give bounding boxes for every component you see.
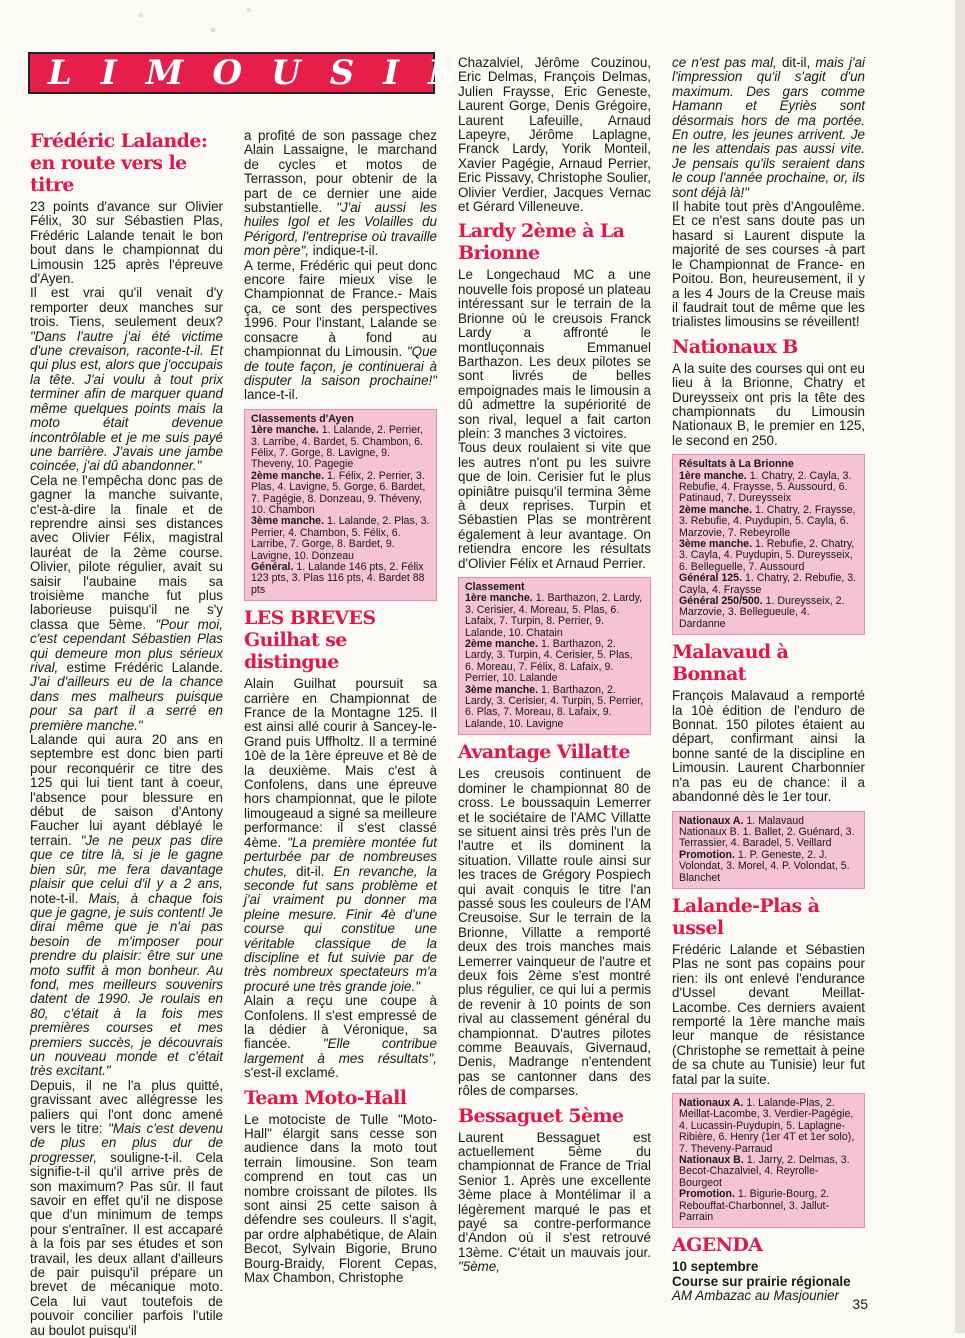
headline-breves: LES BREVES Guilhat se distingue <box>244 607 376 674</box>
results-box-bonnat: Nationaux A. 1. Malavaud Nationaux B. 1. Ballet, 2. Guénard, 3. Terrassier, 4. Baradel, 5. Veillard Promotion. 1. P. Geneste, 2. J. Volondat, 3. Morel, 4. P. Volondat, 5. Blanchet <box>672 811 865 889</box>
paragraph: François Malavaud a remporté la 10è édition de l'enduro de Bonnat. 150 pilotes étaient au départ, confirmant ainsi la bonne santé de la discipline en Limousin. Laurent Charbonnier n'a pas eu de chance: il a abandonné dès le 1er tour. <box>672 688 865 805</box>
results-box-ussel: Nationaux A. 1. Lalande-Plas, 2. Meillat-Lacombe, 3. Verdier-Pagégie, 4. Lucassin-Puydupin, 5. Laplagne-Ribière, 6. Henry (1er 4T et 1er solo), 7. Theveny-Parraud Nationaux B. 1. Jarry, 2. Delmas, 3. Becot-Chazalviel, 4. Reyrolle-Bourgeot Promotion. 1. Bigurie-Bourg, 2. Rebouffat-Charbonnel, 3. Jallut-Parrain <box>672 1093 865 1228</box>
headline-nationaux-b: Nationaux B <box>672 335 798 358</box>
results-box-nationaux-b: Résultats à La Brionne 1ère manche. 1. Chatry, 2. Cayla, 3. Rebufie, 4. Fraysse, 5. Aussourd, 6. Patinaud, 7. Dureysseix 2ème manche. 1. Chatry, 2. Fraysse, 3. Rebufie, 4. Puydupin, 5. Cayla, 6. Marzovie, 7. Rebeyrolle 3ème manche. 1. Rebufie, 2. Chatry, 3. Cayla, 4. Puydupin, 5. Dureysseix, 6. Belleguelle, 7. Aussourd Général 125. 1. Chatry, 2. Rebufie, 3. Cayla, 4. Fraysse Général 250/500. 1. Dureysseix, 2. Marzovie, 3. Bellegueule, 4. Dardanne <box>672 454 865 635</box>
paragraph: Tous deux roulaient si vite que les autres n'ont pu les suivre que de loin. Cerisier fut le plus opiniâtre puisqu'il termina 3ème à deux reprises. Turpin et Sébastien Plas se montrèrent également à leur avantage. On retiendra encore les résultats d'Olivier Félix et Arnaud Perrier. <box>458 440 651 571</box>
page-number: 35 <box>852 1296 868 1312</box>
paragraph: Frédéric Lalande et Sébastien Plas ne sont pas copains pour rien: ils ont enlevé l'endurance d'Ussel devant Meillat-Lacombe. Ces derniers avaient remporté la 1ère manche mais leur manque de résistance (Christophe se remettait à peine de sa chute au Tunisie) leur fut fatal par la suite. <box>672 941 865 1087</box>
agenda-place: AM Ambazac au Masjounier <box>672 1288 839 1304</box>
paragraph: A terme, Frédéric qui peut donc encore faire mieux vise le Championnat de France.- Mais ça, ce sont des perspectives 1996. Pour l'instant, Lalande se consacre à fond au championnat du Limousin. "Que de toute façon, je continuerai à disputer la saison prochaine!" lance-t-il. <box>244 257 437 403</box>
paragraph: 23 points d'avance sur Olivier Félix, 30 sur Sébastien Plas, Frédéric Lalande tenait le bon bout dans le championnat du Limousin 125 après l'épreuve d'Ayen. <box>30 199 223 287</box>
column-3 <box>458 56 651 1275</box>
column-4 <box>672 56 865 1304</box>
paragraph: ce n'est pas mal, dit-il, mais j'ai l'impression qu'il s'agit d'un maximum. Des gars comme Hamann et Eyriès sont désormais hors de ma portée. En outre, les jeunes arrivent. Je ne les attendais pas aussi vite. Je pensais qu'ils seraient dans le coup l'année prochaine, or, ils sont déjà là!" <box>672 55 865 200</box>
column-2 <box>244 129 437 1285</box>
headline-bessaguet: Bessaguet 5ème <box>458 1104 624 1127</box>
results-box-ayen: Classements d'Ayen 1ère manche. 1. Lalande, 2. Perrier, 3. Larribe, 4. Bardet, 5. Chambon, 6. Félix, 7. Gorge, 8. Lavigne, 9. Theveny, 10. Pagegie 2ème manche. 1. Félix, 2. Perrier, 3. Plas, 4. Lavigne, 5. Gorge, 6. Bardet, 7. Pagégie, 8. Donzeau, 9. Théveny, 10. Chambon 3ème manche. 1. Lalande, 2. Plas, 3. Perrier, 4. Chambon, 5. Félix, 6. Larribe, 7. Gorge, 8. Bardet, 9. Lavigne, 10. Donzeau Général. 1. Lalande 146 pts, 2. Félix 123 pts, 3. Plas 116 pts, 4. Bardet 88 pts <box>244 409 437 602</box>
headline-ussel: Lalande-Plas à ussel <box>672 894 820 939</box>
paragraph: Cela ne l'empêcha donc pas de gagner la manche suivante, c'est-à-dire la finale et de reprendre ainsi ses distances avec Olivier Félix, magistral lauréat de la 2ème course. Olivier, pilote régulier, avait su saisir l'aubaine mais sa troisième manche fut plus laborieuse puisqu'il ne s'y classa que 5ème. "Pour moi, c'est cependant Sébastien Plas qui demeure mon plus sérieux rival, estime Frédéric Lalande. J'ai d'ailleurs eu de la chance dans mes malheurs puisque pour sa part il a serré en première manche." <box>30 472 223 733</box>
paragraph: A la suite des courses qui ont eu lieu à la Brionne, Chatry et Dureysseix ont pris la tête des championnats du Limousin Nationaux B, le premier en 125, le second en 250. <box>672 360 865 448</box>
paragraph: Il est vrai qu'il venait d'y remporter deux manches sur trois. Tiens, seulement deux? "Dans l'autre j'ai été victime d'une crevaison, raconte-t-il. Et qui plus est, alors que j'occupais la tête. J'ai voulu à tout prix terminer afin de marquer quand même quelques points mais la moto était devenue incontrôlable et je me suis payé une barrière. J'avais une jambe coincée, j'ai dû abandonner." <box>30 285 223 474</box>
paragraph: Depuis, il ne l'a plus quitté, gravissant avec allégresse les paliers qui l'ont donc amené vers le titre: "Mais c'est devenu de plus en plus dur de progresser, souligne-t-il. Cela signifie-t-il qu'il arrive près de son maximum? Pas sûr. Il faut savoir en effet qu'il ne dispose que d'un minimum de temps pour s'entraîner. Il est accaparé à la fois par ses études et son travail, les deux allant d'ailleurs de pair puisqu'il prépare un brevet de mécanique moto. Cela lui vaut toutefois de pouvoir concilier parfois l'utile au boulot puisqu'il <box>30 1077 223 1338</box>
section-banner <box>28 52 489 94</box>
paragraph: Laurent Bessaguet est actuellement 5ème du championnat de France de Trial Senior 1. Après une excellente 3ème place à Montélimar il a légèrement marqué le pas et payé sa contre-performance d'Andon où il s'est retrouvé 13ème. C'était un mauvais jour. "5ème, <box>458 1129 651 1275</box>
agenda-event: Course sur prairie régionale <box>672 1273 851 1289</box>
page-edge <box>955 0 965 1333</box>
paragraph: Lalande qui aura 20 ans en septembre est donc bien parti pour reconquérir ce titre des 125 qui lui tient tant à coeur, l'absence pour blessure en début de saison d'Antony Faucher lui ayant déblayé le terrain. "Je ne peux pas dire que ce titre là, si je le gagne bien sûr, me fera davantage plaisir que celui d'il y a 2 ans, note-t-il. Mais, à chaque fois que je gagne, je suis content! Je dirai même que je n'ai pas besoin de m'imposer pour prendre du plaisir: être sur une moto suffit à mon bonheur. Au fond, mes meilleurs souvenirs datent de 1990. Je roulais en 80, c'était à la fois mes premières courses et mes premiers succès, je découvrais un nouveau monde et c'était très excitant." <box>30 732 223 1079</box>
headline-malavaud: Malavaud à Bonnat <box>672 641 789 686</box>
headline-lardy: Lardy 2ème à La Brionne <box>458 220 625 265</box>
headline-villatte: Avantage Villatte <box>458 741 631 764</box>
headline-lalande: Frédéric Lalande: en route vers le titre <box>30 130 208 196</box>
banner-title: LIMOUSIN <box>48 53 489 93</box>
paragraph: Il habite tout près d'Angoulême. Et ce n'est sans doute pas un hasard si Laurent dispute la majorité de ses courses -à part le Championnat de France- en Poitou. Bon, heureusement, il y a les 4 Jours de la Creuse mais il faudrait tout de même que les trialistes limousins se réveillent! <box>672 199 865 330</box>
column-1 <box>30 130 223 1338</box>
paragraph: Chazalviel, Jérôme Couzinou, Eric Delmas, François Delmas, Julien Fraysse, Eric Geneste, Laurent Gorge, Denis Grégoire, Laurent Lafeuille, Arnaud Lapeyre, Jérôme Laplagne, Franck Lardy, Yorik Monteil, Xavier Pagégie, Arnaud Perrier, Eric Pissavy, Christophe Soulier, Olivier Verdier, Jacques Vernac et Gérard Villeneuve. <box>458 55 651 215</box>
paragraph: Le Longechaud MC a une nouvelle fois proposé un plateau intéressant sur le terrain de la Brionne où le creusois Franck Lardy a affronté le montluçonnais Emmanuel Barthazon. Les deux pilotes se sont livrés de belles empoignades mais le limousin a dû admettre la supériorité de son rival, lequel a fait carton plein: 3 manches 3 victoires. <box>458 267 651 441</box>
headline-agenda: AGENDA <box>672 1234 763 1257</box>
paragraph: Les creusois continuent de dominer le championnat 80 de cross. Le boussaquin Lemerrer et le sociétaire de l'AMC Villatte se situent ainsi très près l'un de l'autre et ils dominent la situation. Villatte roule ainsi sur les traces de Grégory Pospiech qui avait conquis le titre l'an passé sous les couleurs de l'AM Creusoise. Sur le terrain de la Brionne, Villatte a remporté deux des trois manches mais Lemerrer vainqueur de l'autre et deux fois 2ème s'est montré plus régulier, ce qui lui a permis de revenir à 10 points de son rival au classement général du championnat. D'autres pilotes comme Beauvais, Givernaud, Denis, Madrange n'entendent pas se cantonner dans des rôles de comparses. <box>458 766 651 1099</box>
results-box-brionne: Classement 1ère manche. 1. Barthazon, 2. Lardy, 3. Cerisier, 4. Moreau, 5. Plas, 6. Lafaix, 7. Turpin, 8. Perrier, 9. Lalande, 10. Chatain 2ème manche. 1. Barthazon, 2. Lardy, 3. Turpin, 4. Cerisier, 5. Plas, 6. Moreau, 7. Félix, 8. Lafaix, 9. Perrier, 10. Lalande 3ème manche. 1. Barthazon, 2. Lardy, 3. Cerisier, 4. Turpin, 5. Perrier, 6. Plas, 7. Moreau, 8. Lafaix, 9. Lalande, 10. Lavigne <box>458 577 651 735</box>
paragraph: Alain a reçu une coupe à Confolens. Il s'est empressé de la dédier à Véronique, sa fiancée. "Elle contribue largement à mes résultats", s'est-il exclamé. <box>244 993 437 1081</box>
paragraph: a profité de son passage chez Alain Lassaigne, le marchand de cycles et motos de Terrasson, pour obtenir de la part de ce dernier une aide substantielle. "J'ai aussi les huiles Igol et les Volailles du Périgord, l'entreprise où travaille mon père", indique-t-il. <box>244 128 437 259</box>
agenda-date: 10 septembre <box>672 1259 759 1275</box>
header-decoration <box>105 0 285 50</box>
headline-moto-hall: Team Moto-Hall <box>244 1086 407 1109</box>
paragraph: Le motociste de Tulle "Moto-Hall" élargit sans cesse son audience dans la moto tout terrain limousine. Son team comprend en tout cas un nombre croissant de pilotes. Ils sont ainsi 25 cette saison à défendre ses couleurs. Il s'agit, par ordre alphabétique, de Alain Becot, Sylvain Bigorie, Bruno Bourg-Braidy, Florent Cepas, Max Chambon, Christophe <box>244 1111 437 1286</box>
paragraph: Alain Guilhat poursuit sa carrière en Championnat de France de la Montagne 125. Il est ainsi allé courir à Sancey-le-Grand puis Uffholtz. Il a terminé 10è de la 1ère épreuve et 8è de la deuxième. Mais c'est à Confolens, dans une épreuve hors championnat, que le pilote limougeaud a signé sa meilleure performance: il s'est classé 4ème. "La première montée fut perturbée par de nombreuses chutes, dit-il. En revanche, la seconde fut sans problème et j'ai vraiment pu donner ma pleine mesure. Finir 4è d'une course qui constitue une véritable classique de la discipline et fut suivie par de très nombreux spectateurs m'a procuré une très grande joie." <box>244 676 437 994</box>
